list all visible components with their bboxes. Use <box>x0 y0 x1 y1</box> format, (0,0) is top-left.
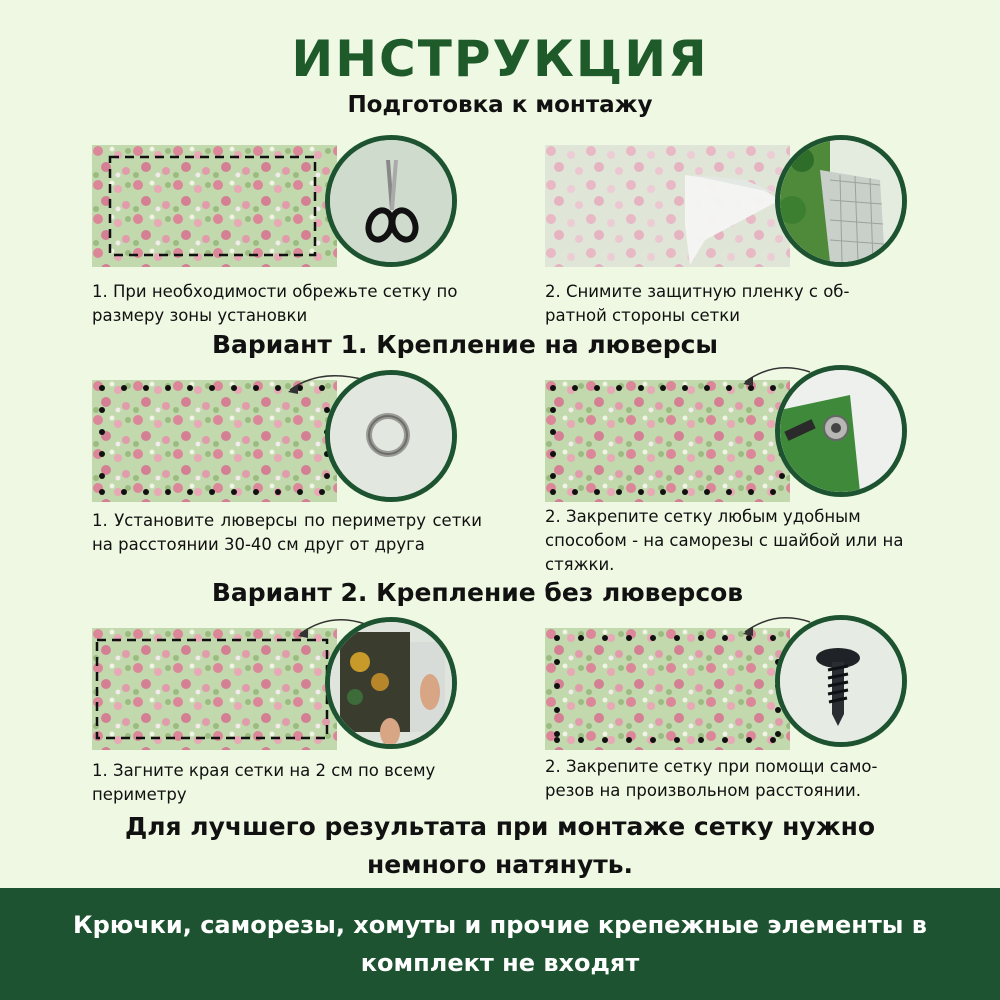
perimeter-dot <box>99 385 105 391</box>
perimeter-dot <box>554 707 560 713</box>
peel-film-icon <box>775 135 907 267</box>
perimeter-dot <box>275 489 281 495</box>
perimeter-dot <box>682 385 688 391</box>
perimeter-dot <box>99 489 105 495</box>
perimeter-dot <box>99 407 105 413</box>
footer-disclaimer <box>0 888 1000 1000</box>
scissors-icon <box>325 135 457 267</box>
perimeter-dot <box>698 635 704 641</box>
perimeter-dot <box>726 385 732 391</box>
perimeter-dot <box>554 635 560 641</box>
perimeter-dot <box>650 737 656 743</box>
section-preparation-title: Подготовка к монтажу <box>347 92 653 118</box>
perimeter-dot <box>554 731 560 737</box>
perimeter-dot <box>554 659 560 665</box>
perimeter-dot <box>121 489 127 495</box>
perimeter-dot <box>550 473 556 479</box>
perimeter-dot <box>704 385 710 391</box>
perimeter-dot <box>674 737 680 743</box>
perimeter-dot <box>209 385 215 391</box>
perimeter-dot <box>572 489 578 495</box>
perimeter-dot <box>748 489 754 495</box>
perimeter-dot <box>231 489 237 495</box>
perimeter-dot <box>319 489 325 495</box>
perimeter-dot <box>550 385 556 391</box>
perimeter-dot <box>143 489 149 495</box>
mesh-screws-illustration <box>545 628 790 750</box>
screw-washer-icon <box>775 365 907 497</box>
perimeter-dot <box>726 489 732 495</box>
prep-step-1-text: 1. При необходимости обрежьте сетку по размеру зоны установки <box>92 282 458 325</box>
perimeter-dot <box>99 429 105 435</box>
variant-2-title: Вариант 2. Крепление без люверсов <box>211 578 744 607</box>
perimeter-dot <box>698 737 704 743</box>
perimeter-dot <box>550 451 556 457</box>
perimeter-dot <box>616 489 622 495</box>
perimeter-dot <box>775 731 781 737</box>
perimeter-dot <box>297 489 303 495</box>
perimeter-dot <box>324 473 330 479</box>
perimeter-dot <box>602 635 608 641</box>
stretch-tip-text <box>0 808 1000 884</box>
perimeter-dot <box>572 385 578 391</box>
perimeter-dot <box>165 385 171 391</box>
perimeter-dot <box>682 489 688 495</box>
perimeter-dot <box>165 489 171 495</box>
variant-1-title: Вариант 1. Крепление на люверсы <box>211 330 719 359</box>
mesh-cut-illustration <box>92 145 337 267</box>
perimeter-dot <box>99 451 105 457</box>
perimeter-dot <box>722 635 728 641</box>
perimeter-dot <box>779 473 785 479</box>
perimeter-dot <box>550 429 556 435</box>
perimeter-dot <box>616 385 622 391</box>
peel-film-illustration <box>545 145 790 267</box>
perimeter-dot <box>99 473 105 479</box>
grommet-icon <box>325 370 457 502</box>
perimeter-dot <box>209 489 215 495</box>
variant-1-step-1-text: 1. Установите люверсы по периметру сетки на расстоянии 30-40 см друг от друга <box>92 511 482 554</box>
footer-line-2: комплект не входят <box>360 949 640 977</box>
mesh-fold-illustration <box>92 628 337 750</box>
perimeter-dot <box>550 407 556 413</box>
stretch-tip-line-2: немного натянуть. <box>366 850 634 879</box>
perimeter-dot <box>594 385 600 391</box>
perimeter-dot <box>231 385 237 391</box>
perimeter-dot <box>650 635 656 641</box>
footer-line-1: Крючки, саморезы, хомуты и прочие крепежные элементы в <box>73 911 927 939</box>
perimeter-dot <box>770 737 776 743</box>
variant-1-step-2-text: 2. Закрепите сетку любым удобным способом - на саморезы с шайбой или на стяжки. <box>545 507 904 574</box>
fold-edge-icon <box>325 617 457 749</box>
perimeter-dot <box>187 385 193 391</box>
perimeter-dot <box>626 635 632 641</box>
perimeter-dot <box>674 635 680 641</box>
perimeter-dot <box>770 489 776 495</box>
perimeter-dot <box>594 489 600 495</box>
perimeter-dot <box>187 489 193 495</box>
perimeter-dot <box>602 737 608 743</box>
perimeter-dot <box>550 489 556 495</box>
variant-2-step-2-text: 2. Закрепите сетку при помощи само-резов на произвольном расстоянии. <box>545 757 878 800</box>
mesh-grommets-illustration <box>92 380 337 502</box>
perimeter-dot <box>554 737 560 743</box>
perimeter-dot <box>578 635 584 641</box>
perimeter-dot <box>143 385 149 391</box>
perimeter-dot <box>253 385 259 391</box>
prep-step-2-text: 2. Снимите защитную пленку с об-ратной стороны сетки <box>545 282 850 325</box>
page-title: ИНСТРУКЦИЯ <box>291 30 709 88</box>
perimeter-dot <box>638 489 644 495</box>
variant-2-step-1-text: 1. Загните края сетки на 2 см по всему периметру <box>92 761 436 804</box>
perimeter-dot <box>554 683 560 689</box>
self-tapping-screw-icon <box>775 615 907 747</box>
mesh-grommets-illustration-2 <box>545 380 790 502</box>
perimeter-dot <box>722 737 728 743</box>
perimeter-dot <box>660 489 666 495</box>
perimeter-dot <box>253 489 259 495</box>
perimeter-dot <box>704 489 710 495</box>
perimeter-dot <box>578 737 584 743</box>
stretch-tip-line-1: Для лучшего результата при монтаже сетку нужно <box>124 812 876 841</box>
perimeter-dot <box>638 385 644 391</box>
perimeter-dot <box>626 737 632 743</box>
perimeter-dot <box>660 385 666 391</box>
perimeter-dot <box>121 385 127 391</box>
perimeter-dot <box>746 737 752 743</box>
